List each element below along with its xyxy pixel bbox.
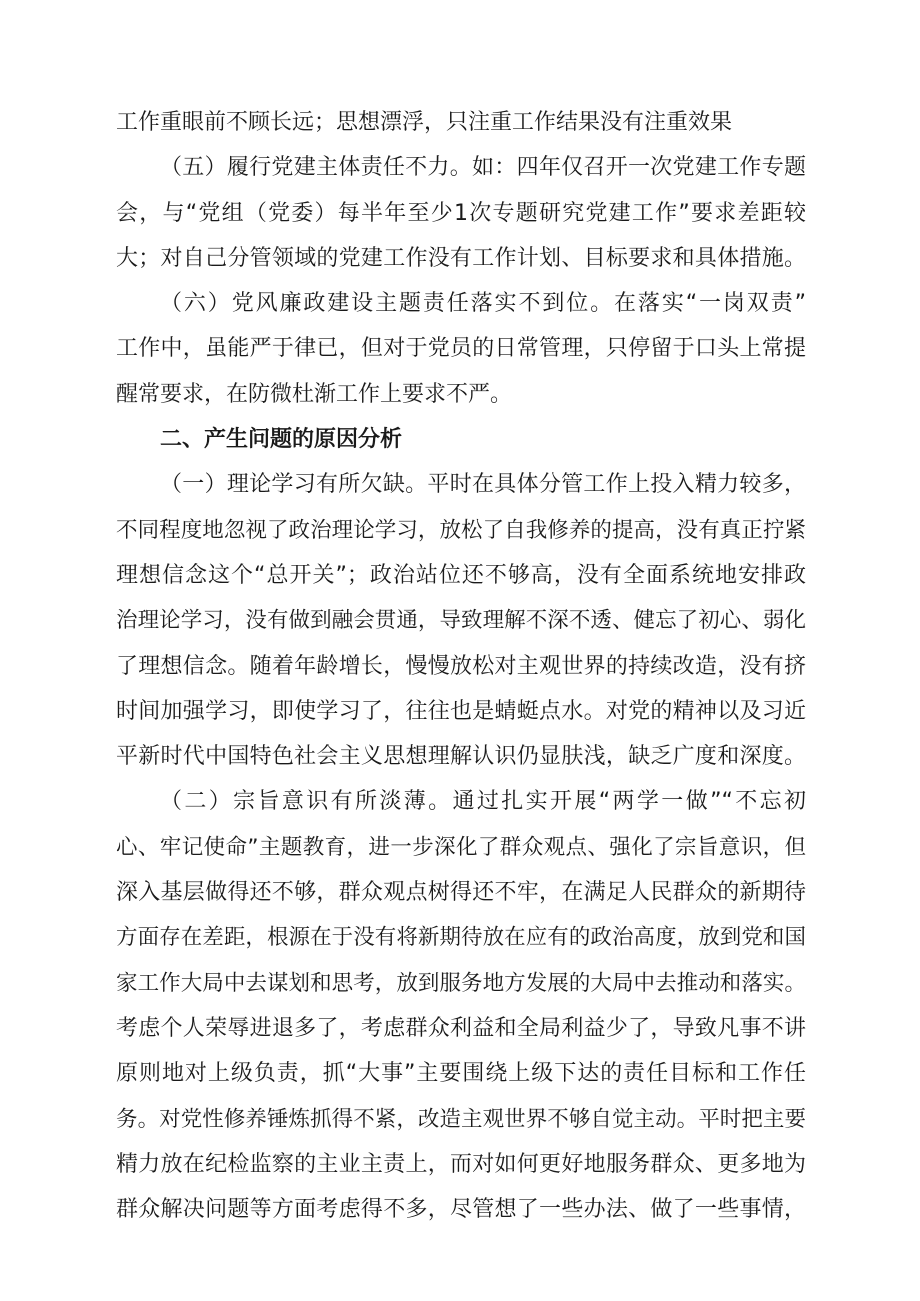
text-line: 工作重眼前不顾长远；思想漂浮，只注重工作结果没有注重效果 xyxy=(116,110,733,135)
text-line: 心、牢记使命”主题教育，进一步深化了群众观点、强化了宗旨意识，但 xyxy=(116,834,806,860)
text-line: （二）宗旨意识有所淡薄。通过扎实开展“两学一做”“不忘初 xyxy=(160,789,806,815)
text-line: 了理想信念。随着年龄增长，慢慢放松对主观世界的持续改造，没有挤 xyxy=(116,653,806,679)
text-line: （六）党风廉政建设主题责任落实不到位。在落实“一岗双责” xyxy=(160,291,806,317)
text-line: 醒常要求，在防微杜渐工作上要求不严。 xyxy=(116,381,513,407)
text-line: 工作中，虽能严于律已，但对于党员的日常管理，只停留于口头上常提 xyxy=(116,336,806,362)
text-line: 方面存在差距，根源在于没有将新期待放在应有的政治高度，放到党和国 xyxy=(116,925,806,951)
text-line: 考虑个人荣辱进退多了，考虑群众利益和全局利益少了，导致凡事不讲 xyxy=(116,1015,806,1041)
text-line: 平新时代中国特色社会主义思想理解认识仍显肤浅，缺乏广度和深度。 xyxy=(116,744,806,770)
text-line: （五）履行党建主体责任不力。如：四年仅召开一次党建工作专题 xyxy=(160,155,806,181)
text-line: 深入基层做得还不够，群众观点树得还不牢，在满足人民群众的新期待 xyxy=(116,880,806,906)
text-line: 会，与“党组（党委）每半年至少1次专题研究党建工作”要求差距较 xyxy=(116,200,806,226)
text-line: 原则地对上级负责，抓“大事”主要围绕上级下达的责任目标和工作任 xyxy=(116,1061,806,1087)
text-line: 家工作大局中去谋划和思考，放到服务地方发展的大局中去推动和落实。 xyxy=(116,970,806,996)
text-line: 务。对党性修养锤炼抓得不紧，改造主观世界不够自觉主动。平时把主要 xyxy=(116,1106,806,1132)
text-line: 精力放在纪检监察的主业主责上，而对如何更好地服务群众、更多地为 xyxy=(116,1151,806,1177)
text-line: 理想信念这个“总开关”；政治站位还不够高，没有全面系统地安排政 xyxy=(116,562,806,588)
text-line: 大；对自己分管领域的党建工作没有工作计划、目标要求和具体措施。 xyxy=(116,245,806,271)
text-line: （一）理论学习有所欠缺。平时在具体分管工作上投入精力较多， xyxy=(160,472,806,498)
text-line: 群众解决问题等方面考虑得不多，尽管想了一些办法、做了一些事情， xyxy=(116,1197,806,1223)
document-body xyxy=(116,100,806,1232)
text-line: 时间加强学习，即使学习了，往往也是蜻蜓点水。对党的精神以及习近 xyxy=(116,698,806,724)
text-line: 不同程度地忽视了政治理论学习，放松了自我修养的提高，没有真正拧紧 xyxy=(116,517,806,543)
section-heading: 二、产生问题的原因分析 xyxy=(160,427,403,453)
text-line: 治理论学习，没有做到融会贯通，导致理解不深不透、健忘了初心、弱化 xyxy=(116,608,806,634)
